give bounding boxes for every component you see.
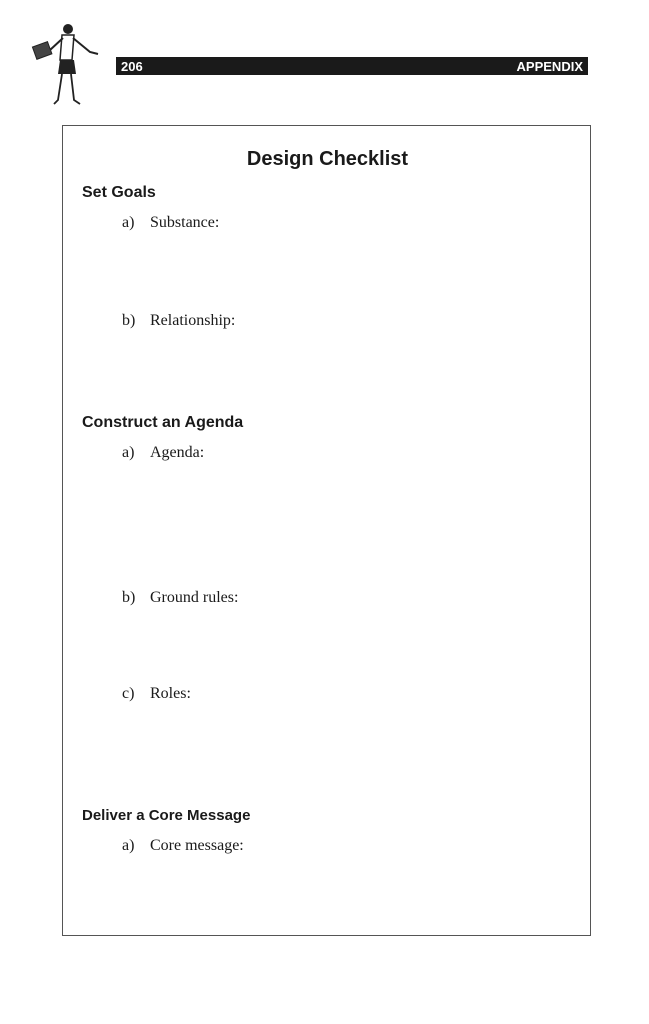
checklist-item [122,837,244,855]
checklist-item [122,214,219,232]
running-header [116,57,588,75]
item-letter: a) [122,214,135,231]
section-label: APPENDIX [516,58,583,74]
page-number: 206 [121,58,143,74]
item-letter: b) [122,589,136,606]
businesswoman-with-briefcase-icon [28,20,108,110]
item-label: Agenda: [150,444,205,461]
item-label: Roles: [150,685,191,702]
page-title: Design Checklist [246,148,409,170]
item-letter: c) [122,685,135,702]
item-label: Ground rules: [150,589,239,606]
item-letter: b) [122,312,136,329]
checklist-item [122,589,238,607]
section-heading: Deliver a Core Message [82,807,251,824]
checklist-item [122,685,191,703]
section-heading: Construct an Agenda [82,414,244,431]
item-letter: a) [122,837,135,854]
item-letter: a) [122,444,135,461]
item-label: Relationship: [150,312,236,329]
checklist-item [122,312,235,330]
item-label: Core message: [150,837,244,854]
section-heading: Set Goals [82,184,156,201]
item-label: Substance: [150,214,220,231]
checklist-frame [62,125,591,936]
checklist-item [122,444,204,462]
